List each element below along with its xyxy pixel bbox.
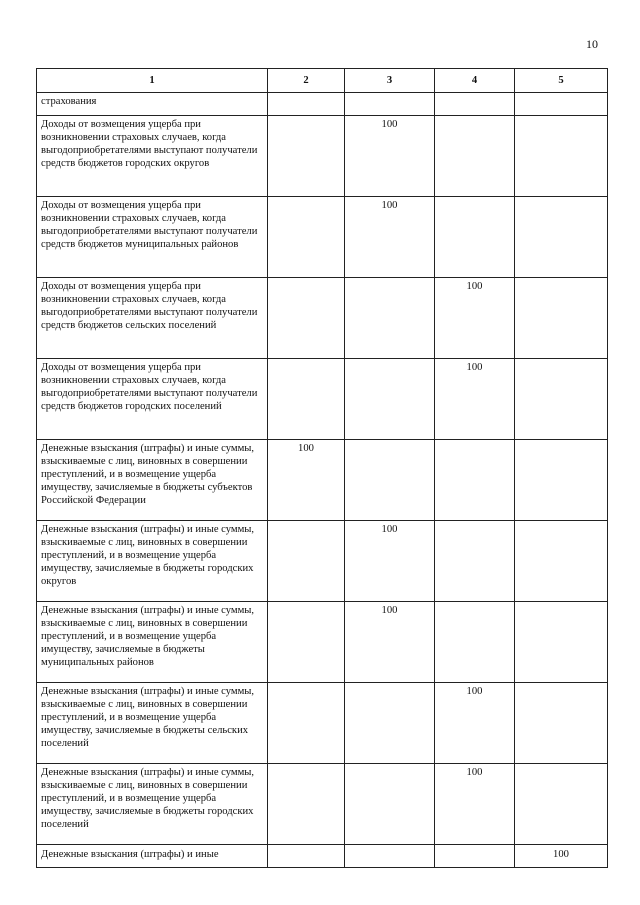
- row-description: Денежные взыскания (штрафы) и иные суммы, взыскиваемые с лиц, виновных в совершении преступлений, и в возмещение ущерба имуществу, зачисляемые в бюджеты субъектов Российской Федерации: [37, 440, 268, 521]
- value-cell: [268, 197, 345, 278]
- value-cell: 100: [345, 521, 435, 602]
- value-cell: [345, 683, 435, 764]
- value-cell: [515, 93, 608, 116]
- value-cell: [515, 683, 608, 764]
- value-cell: 100: [435, 359, 515, 440]
- value-cell: [515, 359, 608, 440]
- value-cell: [435, 197, 515, 278]
- value-cell: [435, 602, 515, 683]
- column-header-5: 5: [515, 69, 608, 93]
- column-header-3: 3: [345, 69, 435, 93]
- row-description: Денежные взыскания (штрафы) и иные суммы, взыскиваемые с лиц, виновных в совершении преступлений, и в возмещение ущерба имуществу, зачисляемые в бюджеты муниципальных районов: [37, 602, 268, 683]
- value-cell: [268, 116, 345, 197]
- row-description: Доходы от возмещения ущерба при возникновении страховых случаев, когда выгодоприобретателями выступают получатели средств бюджетов муниципальных районов: [37, 197, 268, 278]
- table-row: [37, 116, 608, 197]
- value-cell: [345, 93, 435, 116]
- value-cell: [515, 521, 608, 602]
- value-cell: 100: [435, 278, 515, 359]
- table-row: [37, 278, 608, 359]
- value-cell: [345, 278, 435, 359]
- column-header-2: 2: [268, 69, 345, 93]
- value-cell: [515, 197, 608, 278]
- table-row: [37, 845, 608, 868]
- page-number: 10: [586, 37, 598, 51]
- table-row: [37, 683, 608, 764]
- column-header-4: 4: [435, 69, 515, 93]
- value-cell: 100: [268, 440, 345, 521]
- value-cell: [268, 93, 345, 116]
- value-cell: [345, 359, 435, 440]
- value-cell: [268, 278, 345, 359]
- value-cell: [268, 764, 345, 845]
- table-row: [37, 764, 608, 845]
- row-description: Денежные взыскания (штрафы) и иные суммы, взыскиваемые с лиц, виновных в совершении преступлений, и в возмещение ущерба имуществу, зачисляемые в бюджеты городских поселений: [37, 764, 268, 845]
- value-cell: [345, 845, 435, 868]
- table-header-row: [37, 69, 608, 93]
- value-cell: [268, 683, 345, 764]
- value-cell: [345, 764, 435, 845]
- value-cell: 100: [515, 845, 608, 868]
- value-cell: [515, 116, 608, 197]
- value-cell: [435, 116, 515, 197]
- value-cell: 100: [345, 116, 435, 197]
- row-description: Доходы от возмещения ущерба при возникновении страховых случаев, когда выгодоприобретателями выступают получатели средств бюджетов городских поселений: [37, 359, 268, 440]
- table-row: [37, 93, 608, 116]
- value-cell: [435, 93, 515, 116]
- value-cell: [268, 521, 345, 602]
- table-row: [37, 197, 608, 278]
- table-row: [37, 602, 608, 683]
- value-cell: [515, 764, 608, 845]
- column-header-1: 1: [37, 69, 268, 93]
- table-row: [37, 521, 608, 602]
- row-description: Денежные взыскания (штрафы) и иные суммы, взыскиваемые с лиц, виновных в совершении преступлений, и в возмещение ущерба имуществу, зачисляемые в бюджеты городских округов: [37, 521, 268, 602]
- revenue-distribution-table: [36, 68, 608, 868]
- value-cell: [435, 440, 515, 521]
- value-cell: 100: [435, 764, 515, 845]
- value-cell: [435, 521, 515, 602]
- value-cell: [268, 845, 345, 868]
- value-cell: [515, 440, 608, 521]
- value-cell: [345, 440, 435, 521]
- row-description: Денежные взыскания (штрафы) и иные суммы, взыскиваемые с лиц, виновных в совершении преступлений, и в возмещение ущерба имуществу, зачисляемые в бюджеты сельских поселений: [37, 683, 268, 764]
- value-cell: [435, 845, 515, 868]
- value-cell: 100: [435, 683, 515, 764]
- row-description: Денежные взыскания (штрафы) и иные: [37, 845, 268, 868]
- row-description: Доходы от возмещения ущерба при возникновении страховых случаев, когда выгодоприобретателями выступают получатели средств бюджетов сельских поселений: [37, 278, 268, 359]
- value-cell: [515, 602, 608, 683]
- table-row: [37, 440, 608, 521]
- row-description: страхования: [37, 93, 268, 116]
- table-row: [37, 359, 608, 440]
- value-cell: 100: [345, 602, 435, 683]
- value-cell: [268, 359, 345, 440]
- row-description: Доходы от возмещения ущерба при возникновении страховых случаев, когда выгодоприобретателями выступают получатели средств бюджетов городских округов: [37, 116, 268, 197]
- value-cell: [515, 278, 608, 359]
- value-cell: [268, 602, 345, 683]
- value-cell: 100: [345, 197, 435, 278]
